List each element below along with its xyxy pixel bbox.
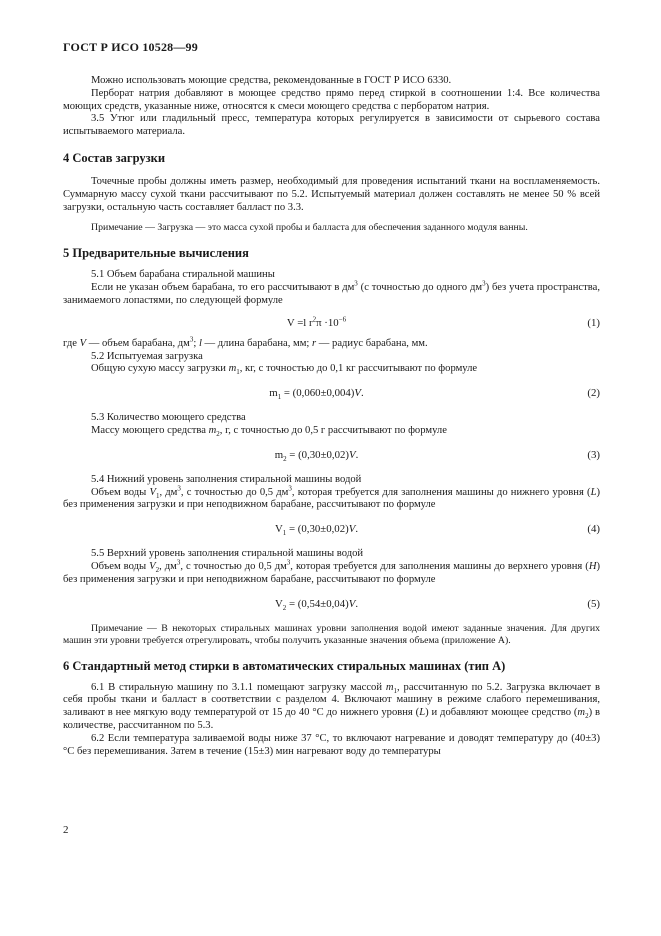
subsection-5-1-title: 5.1 Объем барабана стиральной машины: [91, 269, 275, 281]
formula-2-number: (2): [587, 387, 600, 400]
paragraph-drum-volume: Если не указан объем барабана, то его рассчитывают в $дм^3$ (с точностью до одного $дм^3$) без учета пространства, занимаемого лопастями, по следующей формуле: [63, 279, 600, 306]
subsection-5-4-title: 5.4 Нижний уровень заполнения стиральной машины водой: [91, 473, 362, 485]
formula-1: V =l $r^2\pi \cdot 10^{-6}$ (1): [286, 315, 600, 329]
subsection-5-3-title: 5.3 Количество моющего средства: [91, 412, 246, 424]
section-6-title: 6 Стандартный метод стирки в автоматических стиральных машинах (тип А): [63, 658, 506, 673]
formula-5: $V_2 = (0,54\pm 0,04)V$. (5): [274, 597, 600, 612]
paragraph-perborate: Перборат натрия добавляют в моющее средство прямо перед стиркой в соотношении 1:4. Все количества моющих средств, указанные ниже, относятся к смеси моющего средства с перборатом натрия.: [63, 87, 600, 112]
paragraph-detergents: Можно использовать моющие средства, рекомендованные в ГОСТ Р ИСО 6330.: [91, 75, 452, 86]
paragraph-where: где V — объем барабана, $дм^3$; l — длина барабана, мм; r — радиус барабана, мм.: [63, 335, 428, 349]
document-page: [63, 40, 600, 758]
section-5-title: 5 Предварительные вычисления: [63, 246, 249, 261]
formula-4-number: (4): [587, 523, 600, 536]
paragraph-6-1: 6.1 В стиральную машину по 3.1.1 помещают загрузку массой $m_1$, рассчитанную по 5.2. Загрузка включает в себя пробы ткани и балласт в соответствии с разделом 4. Включают машину в режиме слабого перемешивания, заливают в нее мягкую воду температурой от 15 до 40 °С до нижнего уровня (L) и добавляют моющее средство $(m_2)$ в количестве, рассчитанном по 5.3.: [63, 681, 600, 731]
note-load: Примечание — Загрузка — это масса сухой пробы и балласта для обеспечения заданного модуля ванны.: [91, 222, 528, 234]
formula-3: $m_2 = (0,30\pm 0,02)V$. (3): [274, 448, 600, 463]
formula-2: $m_1 = (0,060\pm 0,004)V$. (2): [269, 387, 600, 402]
paragraph-test-load: Общую сухую массу загрузки $m_1$, кг, с точностью до 0,1 кг рассчитывают по формуле: [91, 363, 478, 377]
paragraph-load-composition: Точечные пробы должны иметь размер, необходимый для проведения испытаний ткани на воспламеняемость. Суммарную массу сухой ткани рассчитывают по 5.2. Испытуемый материал должен составлять не менее 50 % всей загрузки, остальную часть составляет балласт по 3.3.: [63, 175, 600, 213]
subsection-5-2-title: 5.2 Испытуемая загрузка: [91, 350, 203, 362]
page-number: 2: [63, 824, 69, 836]
paragraph-lower-level: Объем воды $V_1$, $дм^3$, с точностью до 0,5 $дм^3$, которая требуется для заполнения машины до нижнего уровня (L) без применения загрузки и при неподвижном барабане, рассчитывают по формуле: [63, 484, 600, 511]
formula-1-number: (1): [587, 316, 600, 329]
subsection-5-5-title: 5.5 Верхний уровень заполнения стиральной машины водой: [91, 548, 364, 560]
paragraph-upper-level: Объем воды $V_2$, $дм^3$, с точностью до 0,5 $дм^3$, которая требуется для заполнения машины до верхнего уровня (H) без применения загрузки и при неподвижном барабане, рассчитывают по формуле: [63, 558, 600, 585]
formula-4: $V_1 = (0,30\pm 0,02)V$. (4): [274, 523, 600, 538]
document-header: ГОСТ Р ИСО 10528—99: [63, 40, 198, 54]
note-water-levels: Примечание — В некоторых стиральных машинах уровни заполнения водой имеют заданные значения. Для других машин эти уровни требуется отрегулировать, чтобы получить указанные значения объема (приложение А).: [63, 622, 600, 646]
paragraph-detergent-mass: Массу моющего средства $m_2$, г, с точностью до 0,5 г рассчитывают по формуле: [91, 424, 447, 439]
paragraph-3-5-iron: 3.5 Утюг или гладильный пресс, температура которых регулируется в зависимости от сырьевого состава испытываемого материала.: [63, 113, 600, 138]
paragraph-6-2: 6.2 Если температура заливаемой воды ниже 37 °С, то включают нагревание и доводят температуру до (40±3) °С без перемешивания. Затем в течение (15±3) мин нагревают воду до температуры: [63, 732, 600, 757]
formula-5-number: (5): [587, 597, 600, 610]
section-4-title: 4 Состав загрузки: [63, 150, 166, 165]
formula-3-number: (3): [587, 448, 600, 461]
